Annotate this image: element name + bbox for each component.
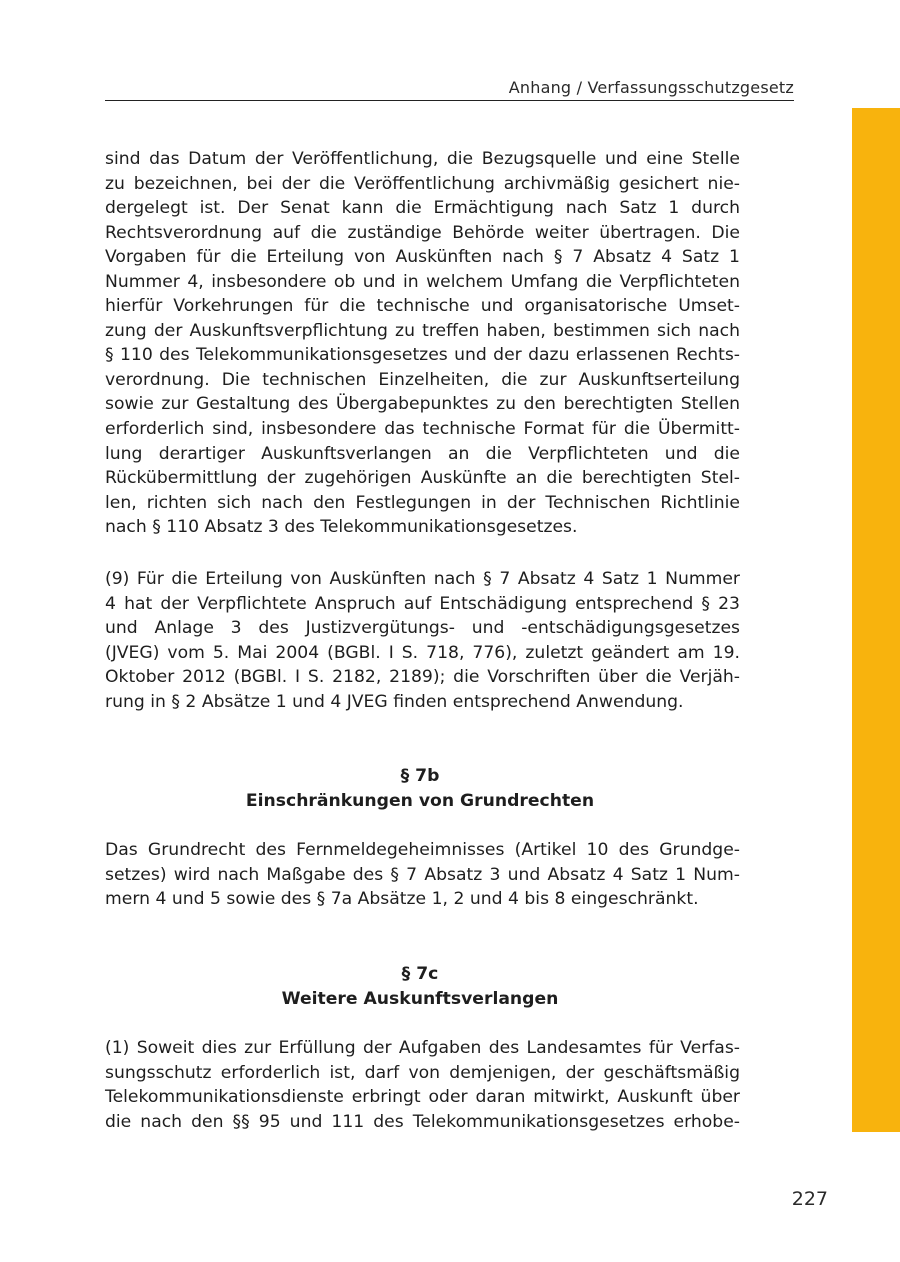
text-line: sind das Datum der Veröffentlichung, die Bezugsquelle und eine Stelle — [105, 149, 740, 169]
text-line: (1) Soweit dies zur Erfüllung der Aufgaben des Landesamtes für Verfas- — [105, 1038, 740, 1058]
section-7b-body — [105, 838, 740, 912]
text-line: und Anlage 3 des Justizvergütungs- und -entschädigungsgesetzes — [105, 618, 740, 639]
text-line: hierfür Vorkehrungen für die technische und organisatorische Umset- — [105, 296, 740, 317]
text-line: Das Grundrecht des Fernmeldegeheimnisses (Artikel 10 des Grundge- — [105, 840, 740, 860]
text-line: 4 hat der Verpflichtete Anspruch auf Entschädigung entsprechend § 23 — [105, 593, 740, 614]
text-line: dergelegt ist. Der Senat kann die Ermächtigung nach Satz 1 durch — [105, 198, 740, 219]
text-line: erforderlich sind, insbesondere das technische Format für die Übermitt- — [105, 419, 740, 440]
text-line: lung derartiger Auskunftsverlangen an die Verpflichteten und die — [105, 443, 740, 464]
text-line: Rechtsverordnung auf die zuständige Behörde weiter übertragen. Die — [105, 222, 740, 243]
page-number: 227 — [791, 1188, 828, 1210]
section-heading-7c — [105, 962, 735, 1011]
text-line: Telekommunikationsdienste erbringt oder daran mitwirkt, Auskunft über — [105, 1087, 740, 1108]
text-line: mern 4 und 5 sowie des § 7a Absätze 1, 2 und 4 bis 8 eingeschränkt. — [105, 889, 699, 910]
text-line: nach § 110 Absatz 3 des Telekommunikationsgesetzes. — [105, 517, 578, 538]
paragraph-9 — [105, 567, 740, 714]
section-7c-body — [105, 1036, 740, 1134]
section-number: § 7b — [400, 766, 440, 786]
text-line: zung der Auskunftsverpflichtung zu treffen haben, bestimmen sich nach — [105, 320, 740, 341]
running-header: Anhang / Verfassungsschutzgesetz — [508, 78, 794, 97]
text-line: § 110 des Telekommunikationsgesetzes und der dazu erlassenen Rechts- — [105, 345, 740, 366]
section-title: Weitere Auskunftsverlangen — [281, 988, 559, 1009]
text-line: Rückübermittlung der zugehörigen Auskünfte an die berechtigten Stel- — [105, 468, 740, 489]
text-line: zu bezeichnen, bei der die Veröffentlichung archivmäßig gesichert nie- — [105, 173, 740, 194]
text-line: sungsschutz erforderlich ist, darf von demjenigen, der geschäftsmäßig — [105, 1062, 740, 1083]
chapter-thumb-tab — [852, 108, 900, 1132]
text-line: verordnung. Die technischen Einzelheiten, die zur Auskunftserteilung — [105, 369, 740, 390]
text-line: (JVEG) vom 5. Mai 2004 (BGBl. I S. 718, 776), zuletzt geändert am 19. — [105, 642, 740, 663]
header-rule — [105, 100, 794, 101]
text-line: setzes) wird nach Maßgabe des § 7 Absatz 3 und Absatz 4 Satz 1 Num- — [105, 864, 740, 885]
section-heading-7b — [105, 764, 735, 813]
text-line: rung in § 2 Absätze 1 und 4 JVEG finden entsprechend Anwendung. — [105, 691, 684, 712]
text-line: Vorgaben für die Erteilung von Auskünften nach § 7 Absatz 4 Satz 1 — [105, 247, 740, 268]
text-line: len, richten sich nach den Festlegungen in der Technischen Richtlinie — [105, 492, 740, 513]
paragraph-continued — [105, 147, 740, 540]
text-line: Nummer 4, insbesondere ob und in welchem Umfang die Verpflichteten — [105, 271, 740, 292]
text-line: Oktober 2012 (BGBl. I S. 2182, 2189); die Vorschriften über die Verjäh- — [105, 667, 740, 688]
text-line: sowie zur Gestaltung des Übergabepunktes zu den berechtigten Stellen — [105, 394, 740, 415]
text-line: die nach den §§ 95 und 111 des Telekommunikationsgesetzes erhobe- — [105, 1111, 740, 1132]
text-line: (9) Für die Erteilung von Auskünften nach § 7 Absatz 4 Satz 1 Nummer — [105, 569, 740, 589]
section-number: § 7c — [401, 964, 439, 984]
section-title: Einschränkungen von Grundrechten — [245, 790, 595, 811]
